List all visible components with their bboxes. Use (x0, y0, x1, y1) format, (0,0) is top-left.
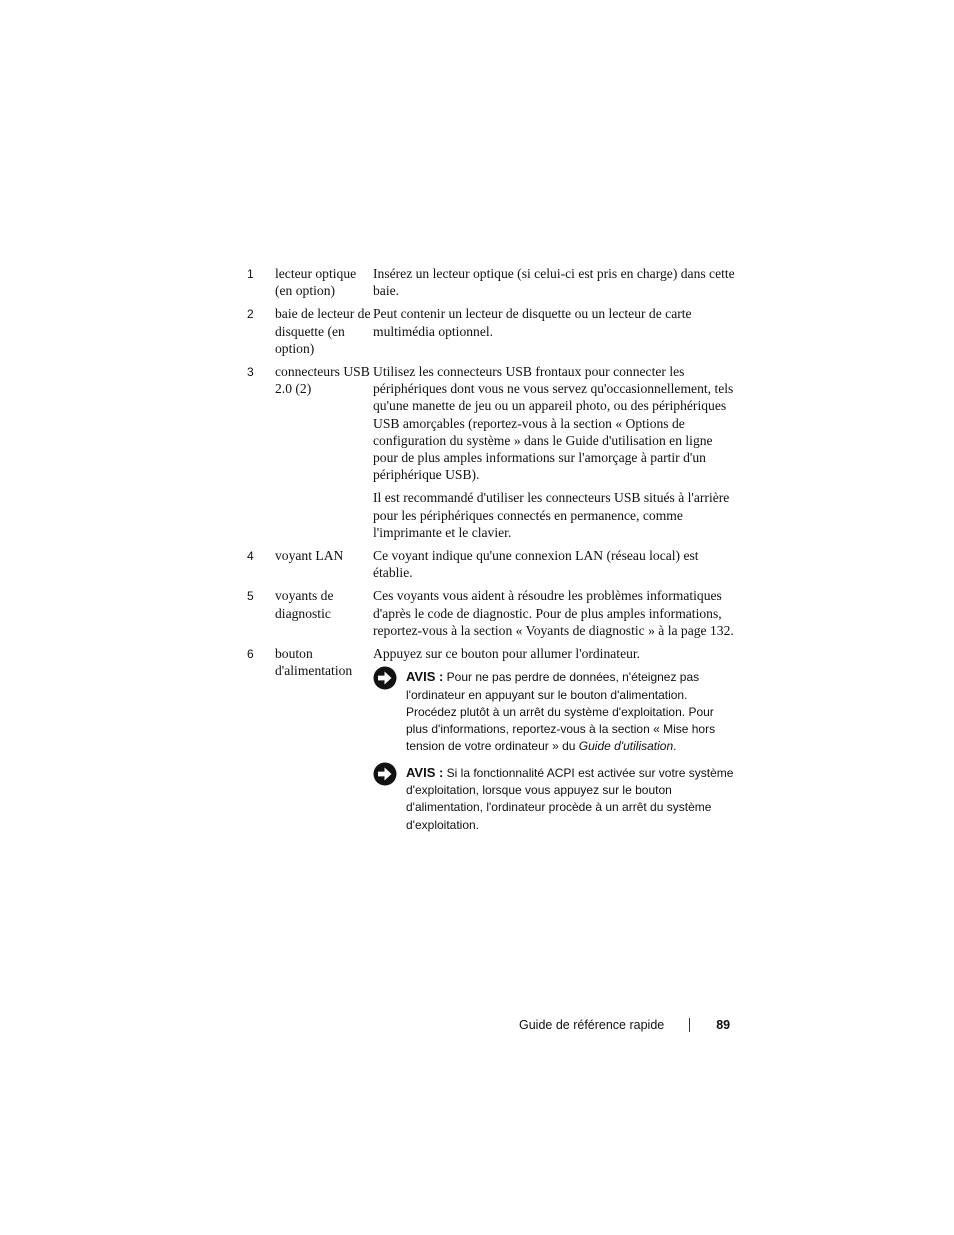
notice-tail: . (673, 739, 677, 754)
table-row (247, 305, 737, 357)
row-number: 5 (247, 589, 254, 604)
row-item: lecteur optique (en option) (275, 266, 357, 299)
row-item: baie de lecteur de disquette (en option) (275, 306, 371, 356)
table-row (247, 265, 737, 299)
row-description (373, 547, 737, 581)
description-paragraph: Utilisez les connecteurs USB frontaux pour connecter les périphériques dont vous ne vous servez qu'occasionnellement, tels qu'une manette de jeu ou un appareil photo, ou des périphériques USB amorçables (reportez-vous à la section « Options de configuration du système » dans le Guide d'utilisation en ligne pour de plus amples informations sur l'amorçage à partir d'un périphérique USB). (373, 364, 734, 483)
table-row (247, 587, 737, 639)
description-paragraph: Il est recommandé d'utiliser les connecteurs USB situés à l'arrière pour les périphériques connectés en permanence, comme l'imprimante et le clavier. (373, 490, 730, 540)
table-row (247, 547, 737, 581)
notice-box (373, 764, 737, 834)
notice-body: Si la fonctionnalité ACPI est activée sur votre système d'exploitation, lorsque vous appuyez sur le bouton d'alimentation, l'ordinateur procède à un arrêt du système d'exploitation. (406, 765, 734, 832)
notice-box (373, 668, 737, 755)
row-number: 4 (247, 549, 254, 564)
arrow-notice-icon (373, 762, 397, 786)
component-table (247, 265, 737, 848)
footer-title: Guide de référence rapide (519, 1018, 665, 1032)
row-item: voyant LAN (275, 548, 344, 564)
row-number: 2 (247, 307, 254, 322)
row-description (373, 305, 737, 357)
row-description (373, 265, 737, 299)
row-description (373, 587, 737, 639)
notice-heading: AVIS : (406, 669, 444, 685)
notice-body: Pour ne pas perdre de données, n'éteignez pas l'ordinateur en appuyant sur le bouton d'alimentation. Procédez plutôt à un arrêt du système d'exploitation. Pour plus d'informations, reportez-vous à la section « Mise hors tension de votre ordinateur » du (406, 670, 716, 754)
table-row (247, 363, 737, 541)
description-paragraph: Ce voyant indique qu'une connexion LAN (réseau local) est établie. (373, 548, 699, 581)
description-paragraph: Insérez un lecteur optique (si celui-ci est pris en charge) dans cette baie. (373, 266, 735, 299)
row-number: 6 (247, 647, 254, 662)
row-item: connecteurs USB 2.0 (2) (275, 364, 370, 397)
notice-text (406, 764, 737, 834)
page-number: 89 (716, 1018, 731, 1032)
row-item: voyants de diagnostic (275, 588, 334, 621)
notice-reference: Guide d'utilisation (578, 739, 674, 754)
row-description (373, 363, 737, 541)
footer-divider (689, 1018, 690, 1032)
row-item: bouton d'alimentation (275, 646, 353, 679)
row-description (373, 645, 737, 842)
description-paragraph: Appuyez sur ce bouton pour allumer l'ordinateur. (373, 646, 641, 662)
row-number: 1 (247, 267, 254, 281)
notice-text (406, 668, 737, 755)
description-paragraph: Ces voyants vous aident à résoudre les problèmes informatiques d'après le code de diagnostic. Pour de plus amples informations, reportez-vous à la section « Voyants de diagnostic » à la page 132. (373, 588, 734, 638)
description-paragraph: Peut contenir un lecteur de disquette ou un lecteur de carte multimédia optionnel. (373, 306, 692, 339)
arrow-notice-icon (373, 666, 397, 690)
page-footer (519, 1015, 730, 1032)
row-number: 3 (247, 365, 254, 380)
table-row (247, 645, 737, 842)
notice-heading: AVIS : (406, 764, 444, 780)
